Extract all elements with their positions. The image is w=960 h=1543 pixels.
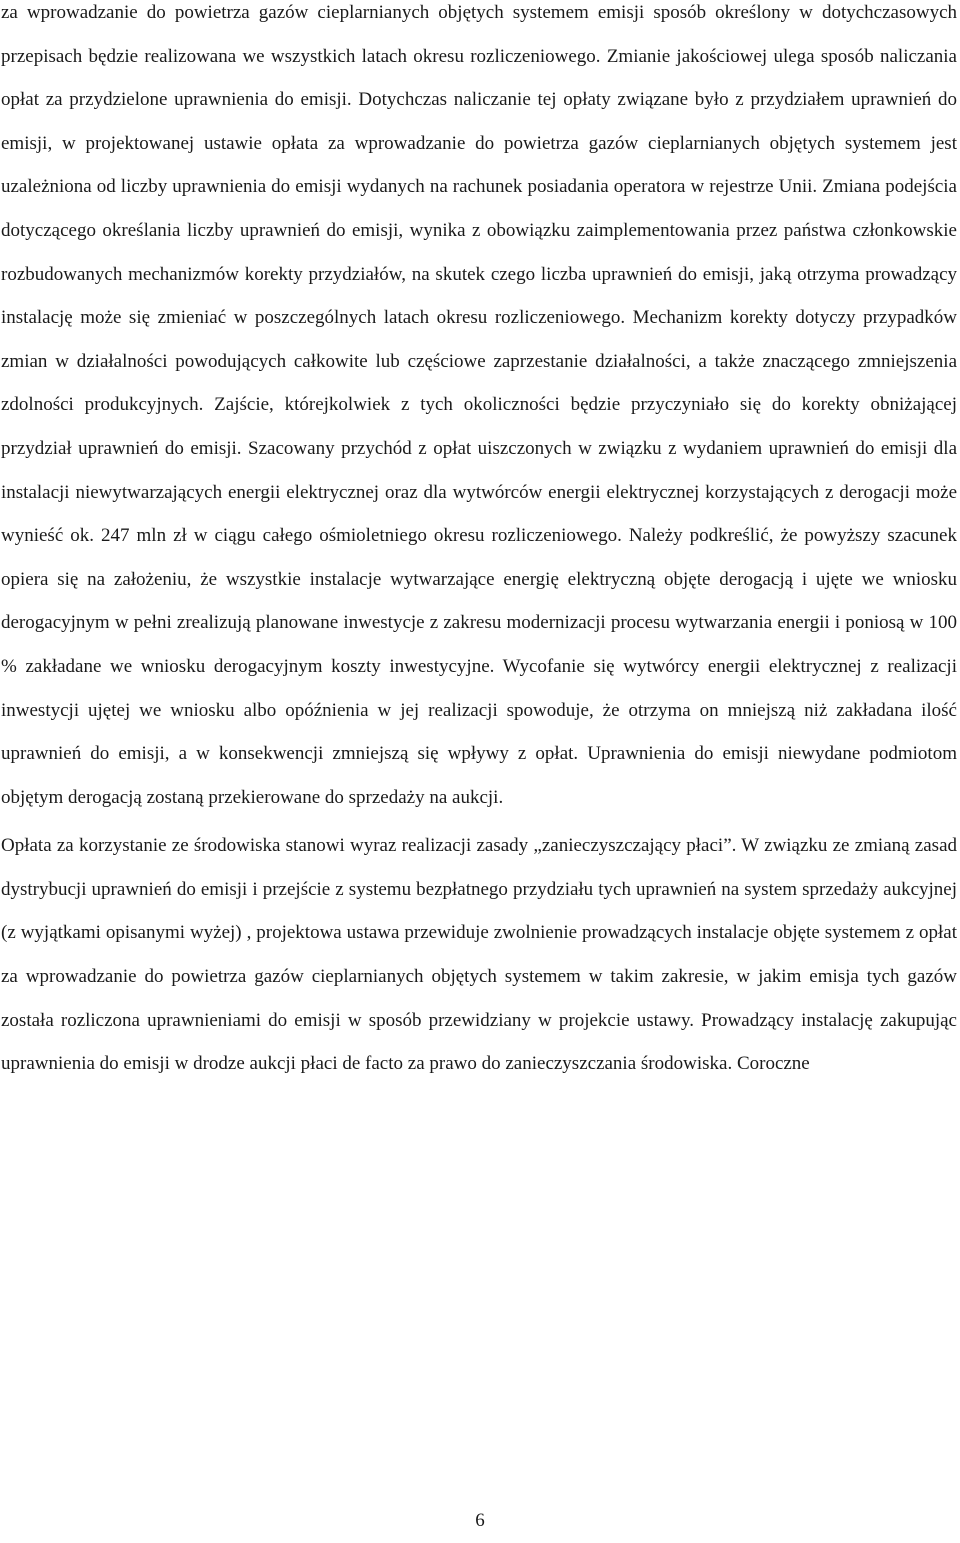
paragraph-emission-fees: za wprowadzanie do powietrza gazów cieplarnianych objętych systemem emisji sposób określony w dotychczasowych przepisach będzie realizowana we wszystkich latach okresu rozliczeniowego. Zmianie jakościowej ulega sposób naliczania opłat za przydzielone uprawnienia do emisji. Dotychczas naliczanie tej opłaty związane było z przydziałem uprawnień do emisji, w projektowanej ustawie opłata za wprowadzanie do powietrza gazów cieplarnianych objętych systemem jest uzależniona od liczby uprawnienia do emisji wydanych na rachunek posiadania operatora w rejestrze Unii. Zmiana podejścia dotyczącego określania liczby uprawnień do emisji, wynika z obowiązku zaimplementowania przez państwa członkowskie rozbudowanych mechanizmów korekty przydziałów, na skutek czego liczba uprawnień do emisji, jaką otrzyma prowadzący instalację może się zmieniać w poszczególnych latach okresu rozliczeniowego. Mechanizm korekty dotyczy przypadków zmian w działalności powodujących całkowite lub częściowe zaprzestanie działalności, a także znaczącego zmniejszenia zdolności produkcyjnych. Zajście, którejkolwiek z tych okoliczności będzie przyczyniało się do korekty obniżającej przydział uprawnień do emisji. Szacowany przychód z opłat uiszczonych w związku z wydaniem uprawnień do emisji dla instalacji niewytwarzających energii elektrycznej oraz dla wytwórców energii elektrycznej korzystających z derogacji może wynieść ok. 247 mln zł w ciągu całego ośmioletniego okresu rozliczeniowego. Należy podkreślić, że powyższy szacunek opiera się na założeniu, że wszystkie instalacje wytwarzające energię elektryczną objęte derogacją i ujęte we wniosku derogacyjnym w pełni zrealizują planowane inwestycje z zakresu modernizacji procesu wytwarzania energii i poniosą w 100 % zakładane we wniosku derogacyjnym koszty inwestycyjne. Wycofanie się wytwórcy energii elektrycznej z realizacji inwestycji ujętej we wniosku albo opóźnienia w jej realizacji spowoduje, że otrzyma on mniejszą niż zakładana ilość uprawnień do emisji, a w konsekwencji zmniejszą się wpływy z opłat. Uprawnienia do emisji niewydane podmiotom objętym derogacją zostaną przekierowane do sprzedaży na aukcji. <box>1 2 957 808</box>
paragraph-polluter-pays: Opłata za korzystanie ze środowiska stanowi wyraz realizacji zasady „zanieczyszczający płaci”. W związku ze zmianą zasad dystrybucji uprawnień do emisji i przejście z systemu bezpłatnego przydziału tych uprawnień na system sprzedaży aukcyjnej (z wyjątkami opisanymi wyżej) , projektowa ustawa przewiduje zwolnienie prowadzących instalacje objęte systemem z opłat za wprowadzanie do powietrza gazów cieplarnianych objętych systemem w takim zakresie, w jakim emisja tych gazów została rozliczona uprawnieniami do emisji w sposób przewidziany w projekcie ustawy. Prowadzący instalację zakupując uprawnienia do emisji w drodze aukcji płaci de facto za prawo do zanieczyszczania środowiska. Coroczne <box>1 835 957 1075</box>
page-number: 6 <box>475 1510 485 1531</box>
